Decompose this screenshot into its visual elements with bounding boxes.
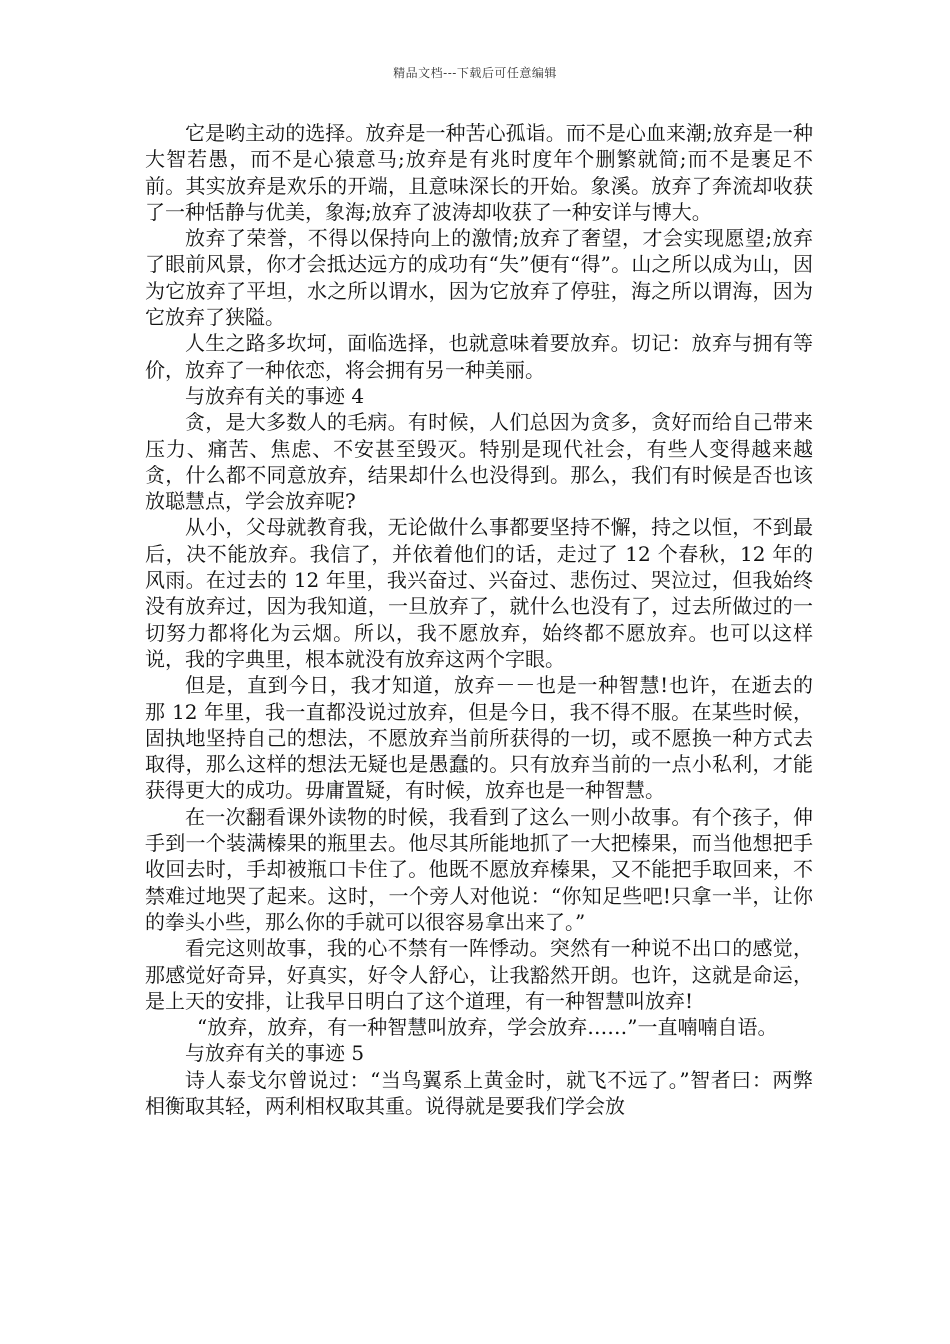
section-heading-5: 与放弃有关的事迹 5 — [185, 1041, 365, 1066]
paragraph-7: 在一次翻看课外读物的时候，我看到了这么一则小故事。有个孩子，伸手到一个装满榛果的瓶里去。他尽其所能地抓了一大把榛果，而当他想把手收回去时，手却被瓶口卡住了。他既不愿放弃榛果，又不能把手取回来，不禁难过地哭了起来。这时，一个旁人对他说：“你知足些吧!只拿一半，让你的拳头小些，那么你的手就可以很容易拿出来了。” — [145, 804, 813, 934]
paragraph-6: 但是，直到今日，我才知道，放弃－－也是一种智慧!也许，在逝去的那 12 年里，我一直都没说过放弃，但是今日，我不得不服。在某些时候，固执地坚持自己的想法，不愿放弃当前所获得的一切，或不愿换一种方式去取得，那么这样的想法无疑也是愚蠢的。只有放弃当前的一点小私利，才能获得更大的成功。毋庸置疑，有时候，放弃也是一种智慧。 — [145, 673, 813, 803]
paragraph-1: 它是哟主动的选择。放弃是一种苦心孤诣。而不是心血来潮;放弃是一种大智若愚，而不是心猿意马;放弃是有兆时度年个删繁就简;而不是裹足不前。其实放弃是欢乐的开端，且意味深长的开始。象溪。放弃了奔流却收获了一种恬静与优美，象海;放弃了波涛却收获了一种安详与博大。 — [145, 121, 813, 224]
paragraph-4: 贪，是大多数人的毛病。有时候，人们总因为贪多，贪好而给自己带来压力、痛苦、焦虑、不安甚至毁灭。特别是现代社会，有些人变得越来越贪，什么都不同意放弃，结果却什么也没得到。那么，我们有时候是否也该放聪慧点，学会放弃呢? — [145, 410, 813, 514]
paragraph-5: 从小，父母就教育我，无论做什么事都要坚持不懈，持之以恒，不到最后，决不能放弃。我信了，并依着他们的话，走过了 12 个春秋，12 年的风雨。在过去的 12 年里，我兴奋过、兴奋过、悲伤过、哭泣过，但我始终没有放弃过，因为我知道，一旦放弃了，就什么也没有了，过去所做过的一切努力都将化为云烟。所以，我不愿放弃，始终都不愿放弃。也可以这样说，我的字典里，根本就没有放弃这两个字眼。 — [145, 515, 813, 671]
section-heading-4: 与放弃有关的事迹 4 — [185, 383, 365, 408]
paragraph-2: 放弃了荣誉，不得以保持向上的激情;放弃了奢望，才会实现愿望;放弃了眼前风景，你才会抵达远方的成功有“失”便有“得”。山之所以成为山，因为它放弃了平坦，水之所以谓水，因为它放弃了停驻，海之所以谓海，因为它放弃了狭隘。 — [145, 226, 813, 330]
page-header: 精品文档---下载后可任意编辑 — [393, 66, 557, 80]
paragraph-10: 诗人泰戈尔曾说过：“当鸟翼系上黄金时，就飞不远了。”智者曰：两弊相衡取其轻，两利相权取其重。说得就是要我们学会放 — [145, 1067, 813, 1118]
paragraph-3: 人生之路多坎坷，面临选择，也就意味着要放弃。切记：放弃与拥有等价，放弃了一种依恋，将会拥有另一种美丽。 — [145, 331, 813, 382]
document-body — [145, 120, 813, 1119]
paragraph-9: “放弃，放弃，有一种智慧叫放弃，学会放弃……”一直喃喃自语。 — [197, 1015, 778, 1040]
paragraph-8: 看完这则故事，我的心不禁有一阵悸动。突然有一种说不出口的感觉，那感觉好奇异，好真实，好令人舒心，让我豁然开朗。也许，这就是命运，是上天的安排，让我早日明白了这个道理，有一种智慧叫放弃! — [145, 936, 813, 1013]
